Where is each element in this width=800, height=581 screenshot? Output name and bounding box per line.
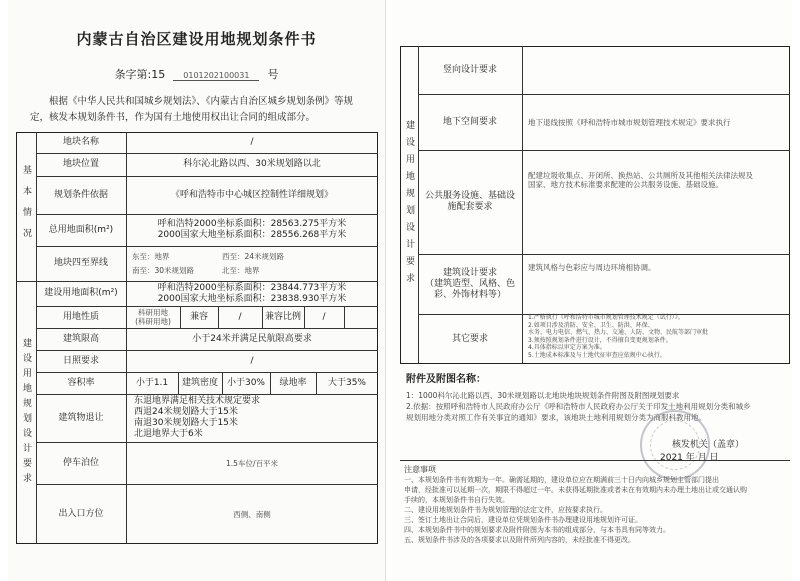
underground-label: 地下空间要求: [442, 116, 497, 127]
height-value: 小于24米并满足民航限高要求: [192, 333, 312, 344]
vertical-design-label: 竖向设计要求: [442, 64, 497, 75]
note-item: 一、本规划条件书有效期为一年。确需延期的，建设单位应在期满前三十日内向城乡规划主管部门提出: [404, 476, 719, 484]
boundary-east: 东至：地界: [132, 251, 170, 261]
basis-value: 《呼和浩特市中心城区控制性详细规划》: [170, 189, 333, 200]
build-area-value: 呼和浩特2000坐标系面积：23844.773平方米 2000国家大地坐标系面积：23838.930平方米: [157, 282, 347, 304]
mix-ratio-value: /: [322, 311, 326, 322]
public-facilities-label: 公共服务设施、基础设施配套要求: [424, 191, 515, 212]
document-number: 条字第:15 0101202100031 号: [114, 68, 279, 81]
document-title: 内蒙古自治区建设用地规划条件书: [76, 30, 317, 48]
sunlight-label: 日照要求: [62, 355, 99, 366]
setback-value: 东退地界满足相关技术规定要求 西退24米规划路大于15米 南退30米规划路大于15米 北退地界大于6米: [134, 396, 261, 439]
parking-label: 停车泊位: [62, 457, 99, 468]
mix-ratio-label: 兼容比例: [264, 311, 301, 322]
boundary-north: 北至：地界: [222, 265, 260, 275]
far-label: 容积率: [67, 377, 95, 388]
section-planning-requirements-2: 建设用地规划设计要求: [404, 120, 414, 290]
mix-value: /: [238, 311, 242, 322]
boundary-west: 西至：24米规划路: [222, 251, 285, 261]
architecture-value: 建筑风格与色彩应与周边环境相协调。: [528, 262, 656, 272]
preface-text: 根据《中华人民共和国城乡规划法》、《内蒙古自治区城乡规划条例》等规定，核发本规划条件书，作为国有土地使用权出让合同的组成部分。: [30, 96, 354, 123]
issuing-authority: 核发机关（盖章）: [672, 440, 745, 450]
parking-value: 1.5车位/百平米: [226, 458, 278, 468]
note-item: 二、建设用地规划条件书为规划管理的法定文件，应按要求执行。: [404, 506, 607, 514]
note-item: 三、签订土地出让合同后，建设单位凭规划条件书办理建设用地规划许可证。: [404, 516, 642, 524]
boundary-south: 南至：30米规划路: [132, 265, 195, 275]
location-value: 科尔沁北路以西、30米规划路以北: [183, 159, 321, 169]
underground-value: 地下退线按照《呼和浩特市城市规划管理技术规定》要求执行: [528, 117, 731, 127]
public-facilities-value: 配建垃圾收集点、开闭所、换热站、公共厕所及其他相关法律法规及国家、地方技术标准要求配建的公共服务设施、基础设施。: [528, 171, 753, 189]
plot-name-label: 地块名称: [62, 137, 99, 147]
entry-value: 西侧、南侧: [233, 509, 271, 519]
boundary-label: 地块四至界线: [53, 258, 108, 268]
total-area-label: 总用地面积(m²): [48, 224, 114, 235]
vertical-design-value: [522, 46, 790, 94]
basis-label: 规划条件依据: [53, 189, 108, 200]
density-value: 小于30%: [226, 377, 265, 388]
plot-name-value: /: [250, 137, 254, 147]
sunlight-value: /: [250, 355, 254, 366]
land-use-value: 科研用地 (科研用地): [135, 308, 171, 326]
mix-label: 兼容: [189, 311, 208, 322]
location-label: 地块位置: [62, 159, 99, 169]
attachments-title: 附件及附图名称：: [406, 374, 486, 385]
note-item: 五、规划条件书涉及的各项要求以及附件所列内容的，未经批准不得更改。: [404, 536, 635, 544]
land-use-label: 用地性质: [62, 311, 99, 322]
height-label: 建筑限高: [62, 333, 99, 344]
section-planning-requirements: 建设用地规划设计要求: [21, 337, 31, 488]
left-page: [8, 0, 386, 581]
other-requirements-label: 其它要求: [451, 333, 488, 344]
note-item: 申请，经批准可以延期一次，期限不得超过一年。未获得延期批准或者未在有效期内未办理土地出让或交通认购: [404, 486, 747, 494]
density-label: 建筑密度: [181, 377, 218, 388]
entry-label: 出入口方位: [58, 508, 104, 519]
build-area-label: 建设用地面积(m²): [44, 288, 118, 298]
far-value: 小于1.1: [135, 377, 169, 388]
note-item: 四、本规划条件书中的规划要求及附件附图为本书的组成部分，与本书具有同等效力。: [404, 526, 670, 534]
architecture-label: 建筑设计要求 （建筑造型、风格、色彩、外饰材料等）: [424, 267, 515, 300]
issue-date: 2021 年 月 日: [660, 453, 719, 463]
green-label: 绿地率: [279, 377, 307, 388]
section-basic-info: 基本情况: [21, 164, 31, 249]
note-item: 手续的，本规划条件书自行失效。: [404, 496, 509, 504]
other-requirements-value: 1.严格执行《呼和浩特市城市规划管理技术规定（试行）》。 2.如项目涉及消防、安全、卫生、防洪、环保、 水务、电力电信、燃气、热力、交通、人防、文物、民航等部门审批 3.须按照规划条件进行设计，不得擅自变更规划条件。 4.具体指标以审定方案为准。 5.土地成本标准及与土地代征审查应依规中心执行。: [528, 314, 709, 359]
notes-title: 注意事项: [404, 465, 436, 474]
total-area-value: 呼和浩特2000坐标系面积：28563.275平方米 2000国家大地坐标系面积：28556.268平方米: [157, 219, 347, 240]
setback-label: 建筑物退让: [58, 412, 104, 423]
green-value: 大于35%: [327, 377, 366, 388]
attachments-list: 1：1000科尔沁北路以西、30米规划路以北地块地块规划条件附图及附图规划要求 2.依据：按照呼和浩特市人民政府办公厅《呼和浩特市人民政府办公厅关于印发土地利用规划分类和城乡 规划用地分类对照工作有关事宜的通知》要求，该地块土地利用规划分类为商服科教用地。: [406, 391, 751, 422]
right-page: [392, 0, 792, 581]
